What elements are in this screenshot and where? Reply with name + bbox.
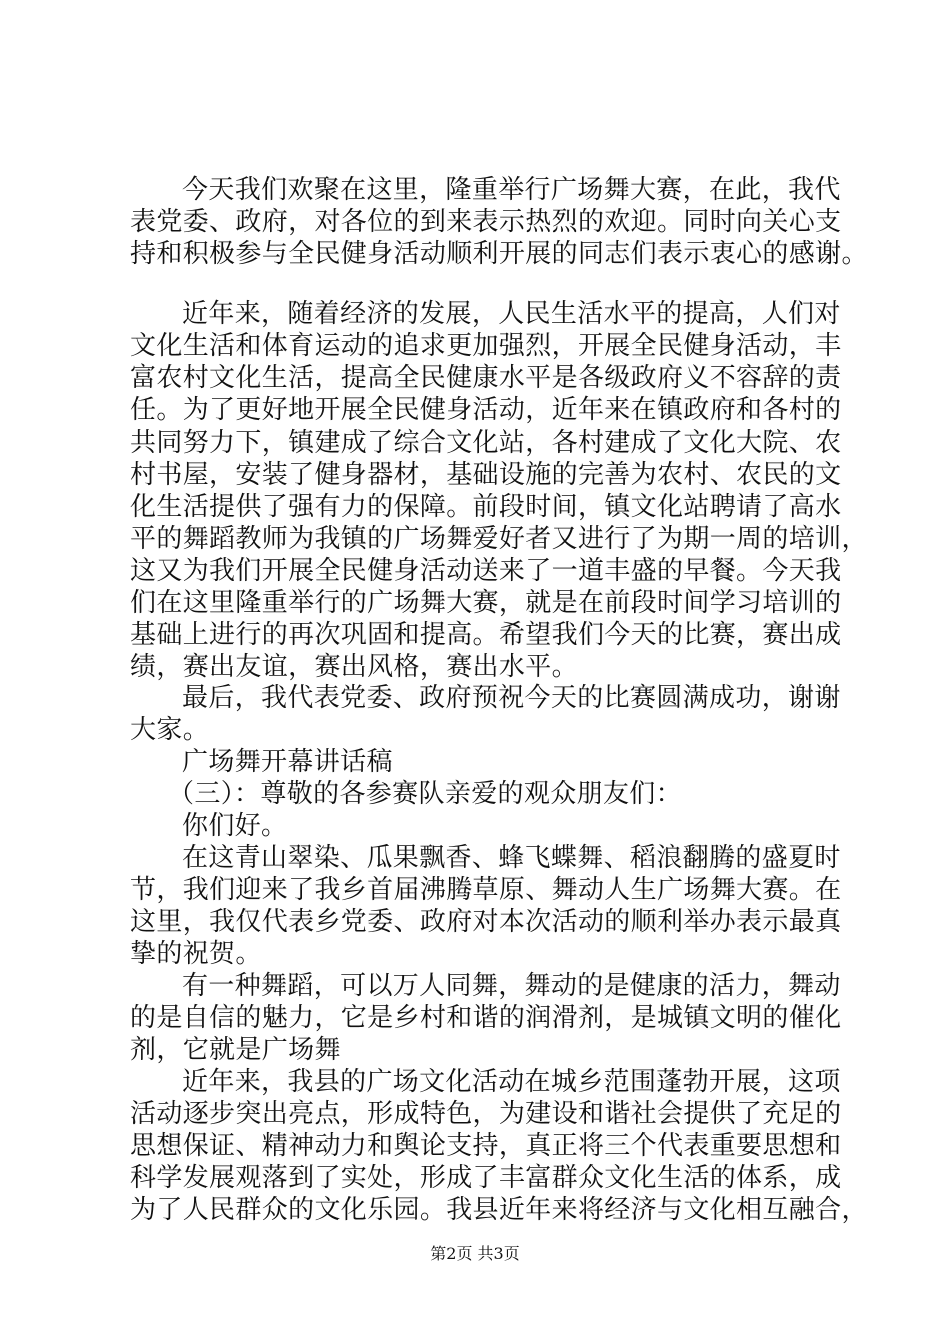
text-line: 化生活提供了强有力的保障。前段时间，镇文化站聘请了高水 xyxy=(130,492,842,522)
text-line: 大家。 xyxy=(130,715,210,745)
text-line: 节，我们迎来了我乡首届沸腾草原、舞动人生广场舞大赛。在 xyxy=(130,875,842,905)
text-line: 近年来，随着经济的发展，人民生活水平的提高，人们对 xyxy=(182,299,841,329)
text-line: 这里，我仅代表乡党委、政府对本次活动的顺利举办表示最真 xyxy=(130,907,842,937)
text-line: 村书屋，安装了健身器材，基础设施的完善为农村、农民的文 xyxy=(130,460,842,490)
text-line: 近年来，我县的广场文化活动在城乡范围蓬勃开展，这项 xyxy=(182,1067,841,1097)
text-line: 这又为我们开展全民健身活动送来了一道丰盛的早餐。今天我 xyxy=(130,556,842,586)
text-line: 富农村文化生活，提高全民健康水平是各级政府义不容辞的责 xyxy=(130,363,842,393)
text-line: 为了人民群众的文化乐园。我县近年来将经济与文化相互融合， xyxy=(130,1195,868,1225)
text-line: （三）：尊敬的各参赛队亲爱的观众朋友们： xyxy=(168,779,683,809)
text-line: 持和积极参与全民健身活动顺利开展的同志们表示衷心的感谢。 xyxy=(130,239,868,269)
text-line: 基础上进行的再次巩固和提高。希望我们今天的比赛，赛出成 xyxy=(130,620,842,650)
text-line: 思想保证、精神动力和舆论支持，真正将三个代表重要思想和 xyxy=(130,1131,842,1161)
text-line: 表党委、政府，对各位的到来表示热烈的欢迎。同时向关心支 xyxy=(130,207,842,237)
text-line: 挚的祝贺。 xyxy=(130,939,262,969)
text-line: 们在这里隆重举行的广场舞大赛，就是在前段时间学习培训的 xyxy=(130,588,842,618)
text-line: 绩，赛出友谊，赛出风格，赛出水平。 xyxy=(130,652,578,682)
text-line: 今天我们欢聚在这里，隆重举行广场舞大赛，在此，我代 xyxy=(182,175,841,205)
text-line: 任。为了更好地开展全民健身活动，近年来在镇政府和各村的 xyxy=(130,395,842,425)
text-line: 广场舞开幕讲话稿 xyxy=(182,747,393,777)
text-line: 的是自信的魅力，它是乡村和谐的润滑剂，是城镇文明的催化 xyxy=(130,1003,842,1033)
text-line: 文化生活和体育运动的追求更加强烈，开展全民健身活动，丰 xyxy=(130,331,842,361)
text-line: 你们好。 xyxy=(182,811,288,841)
page-footer: 第2页 共3页 xyxy=(430,1244,520,1263)
text-line: 共同努力下，镇建成了综合文化站，各村建成了文化大院、农 xyxy=(130,428,842,458)
text-line: 有一种舞蹈，可以万人同舞，舞动的是健康的活力，舞动 xyxy=(182,971,841,1001)
text-line: 活动逐步突出亮点，形成特色，为建设和谐社会提供了充足的 xyxy=(130,1099,842,1129)
text-line: 最后，我代表党委、政府预祝今天的比赛圆满成功，谢谢 xyxy=(182,683,841,713)
text-line: 剂，它就是广场舞 xyxy=(130,1035,341,1065)
text-line: 平的舞蹈教师为我镇的广场舞爱好者又进行了为期一周的培训， xyxy=(130,524,868,554)
text-line: 在这青山翠染、瓜果飘香、蜂飞蝶舞、稻浪翻腾的盛夏时 xyxy=(182,843,841,873)
text-line: 科学发展观落到了实处，形成了丰富群众文化生活的体系，成 xyxy=(130,1163,842,1193)
